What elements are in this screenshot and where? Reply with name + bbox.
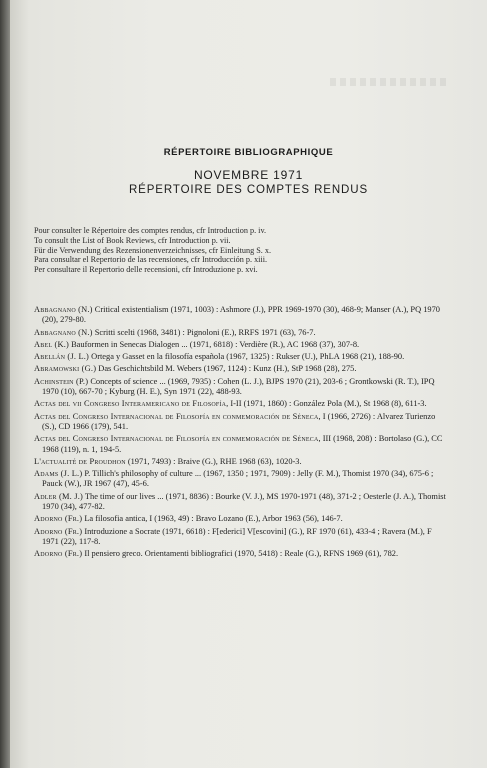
intro-line: Para consultar el Repertorio de las recensiones, cfr Introducción p. xiii.: [34, 255, 268, 265]
entry-author: Abramowski (G.): [34, 364, 97, 374]
entry-author: Adorno (Fr.): [34, 526, 83, 536]
list-item: [34, 352, 447, 362]
intro-line: Per consultare il Repertorio delle recensioni, cfr Introduzione p. xvi.: [34, 265, 258, 275]
list-item: [34, 527, 447, 548]
entry-text: Introduzione a Socrate (1971, 6618) : F[ederici] V[escovini] (G.), RF 1970 (61), 433-4 ; Ravera (M.), F 1971 (22), 117-8.: [42, 526, 432, 546]
entry-author: Abbagnano (N.): [34, 327, 93, 337]
entry-text: Critical existentialism (1971, 1003) : Ashmore (J.), PPR 1969-1970 (30), 468-9; Manser (A.), PQ 1970 (20), 279-80.: [42, 305, 440, 325]
entry-author: Actas del Congreso Internacional de Filosofía en conmemoración de Séneca: [34, 411, 319, 421]
list-item: [34, 412, 447, 433]
entry-text: Il pensiero greco. Orientamenti bibliografici (1970, 5418) : Reale (G.), RFNS 1969 (61), 782.: [82, 549, 399, 559]
entry-author: Adorno (Fr.): [34, 549, 83, 559]
show-through-text: [330, 78, 450, 86]
entry-author: Adorno (Fr.): [34, 514, 83, 524]
entry-text: P. Tillich's philosophy of culture ... (1967, 1350 ; 1971, 7909) : Jelly (F. M.), Thomist 1970 (34), 675-6 ; Pauck (W.), JR 1967 (47), 45-6.: [42, 469, 434, 489]
entry-text: , III (1968, 208) : Bortolaso (G.), CC 1968 (119), n. 1, 194-5.: [42, 434, 443, 454]
list-item: [34, 399, 447, 409]
entry-author: Actas del vii Congreso Interamericano de Filosofía: [34, 399, 227, 409]
book-page: [10, 0, 487, 768]
entry-text: Ortega y Gasset en la filosofía española (1967, 1325) : Rukser (U.), PhLA 1968 (21), 188-90.: [89, 352, 405, 362]
list-item: [34, 364, 447, 374]
entry-author: Abellán (J. L.): [34, 352, 90, 362]
entry-author: Abbagnano (N.): [34, 305, 93, 314]
entry-text: , I-II (1971, 1860) : González Pola (M.), St 1968 (8), 611-3.: [226, 399, 427, 409]
list-item: [34, 492, 447, 513]
list-item: [34, 549, 447, 559]
entry-text: (1971, 7493) : Braive (G.), RHE 1968 (63), 1020-3.: [125, 456, 302, 466]
entry-text: Scritti scelti (1968, 3481) : Pignoloni (E.), RRFS 1971 (63), 76-7.: [92, 327, 316, 337]
entry-author: Adler (M. J.): [34, 491, 83, 501]
list-item: [34, 457, 447, 467]
list-item: [34, 328, 447, 338]
entry-text: Das Geschichtsbild M. Webers (1967, 1124) : Kunz (H.), StP 1968 (28), 275.: [96, 364, 357, 374]
issue-date: NOVEMBRE 1971: [193, 168, 304, 182]
intro-line: To consult the List of Book Reviews, cfr Introduction p. vii.: [34, 235, 231, 245]
entry-text: Concepts of science ... (1969, 7935) : Cohen (L. J.), BJPS 1970 (21), 203-6 ; Grontkowski (R. T.), IPQ 1970 (10), 667-70 ; Kyburg (H. E.), Syn 1971 (22), 488-93.: [42, 376, 435, 397]
section-title: RÉPERTOIRE DES COMPTES RENDUS: [128, 184, 369, 196]
entry-author: Achinstein (P.): [34, 376, 89, 386]
book-gutter: [0, 0, 10, 768]
entry-author: Adams (J. L.): [34, 469, 83, 479]
review-entries: [34, 305, 447, 562]
intro-block: [34, 226, 474, 275]
list-item: [34, 377, 447, 398]
list-item: [34, 340, 447, 350]
entry-text: , I (1966, 2726) : Alvarez Turienzo (S.), CD 1966 (179), 541.: [42, 411, 436, 431]
list-item: [34, 305, 447, 326]
entry-author: L'actualité de Proudhon: [34, 456, 126, 466]
intro-line: Für die Verwendung des Rezensionenverzeichnisses, cfr Einleitung S. x.: [34, 245, 272, 255]
entry-text: Bauformen in Senecas Dialogen ... (1971, 6818) : Verdière (R.), AC 1968 (37), 307-8.: [69, 339, 360, 349]
list-item: [34, 434, 447, 455]
entry-text: La filosofia antica, I (1963, 49) : Bravo Lozano (E.), Arbor 1963 (56), 146-7.: [82, 514, 343, 524]
list-item: [34, 514, 447, 524]
entry-author: Actas del Congreso Internacional de Filosofía en conmemoración de Séneca: [34, 434, 319, 444]
entry-author: Abel (K.): [34, 339, 69, 349]
entry-text: The time of our lives ... (1971, 8836) : Bourke (V. J.), MS 1970-1971 (48), 371-2 ; Oesterle (J. A.), Thomist 1970 (34), 477-82.: [42, 491, 446, 512]
page-title: RÉPERTOIRE BIBLIOGRAPHIQUE: [163, 147, 334, 158]
list-item: [34, 469, 447, 490]
intro-line: Pour consulter le Répertoire des comptes rendus, cfr Introduction p. iv.: [34, 226, 267, 235]
